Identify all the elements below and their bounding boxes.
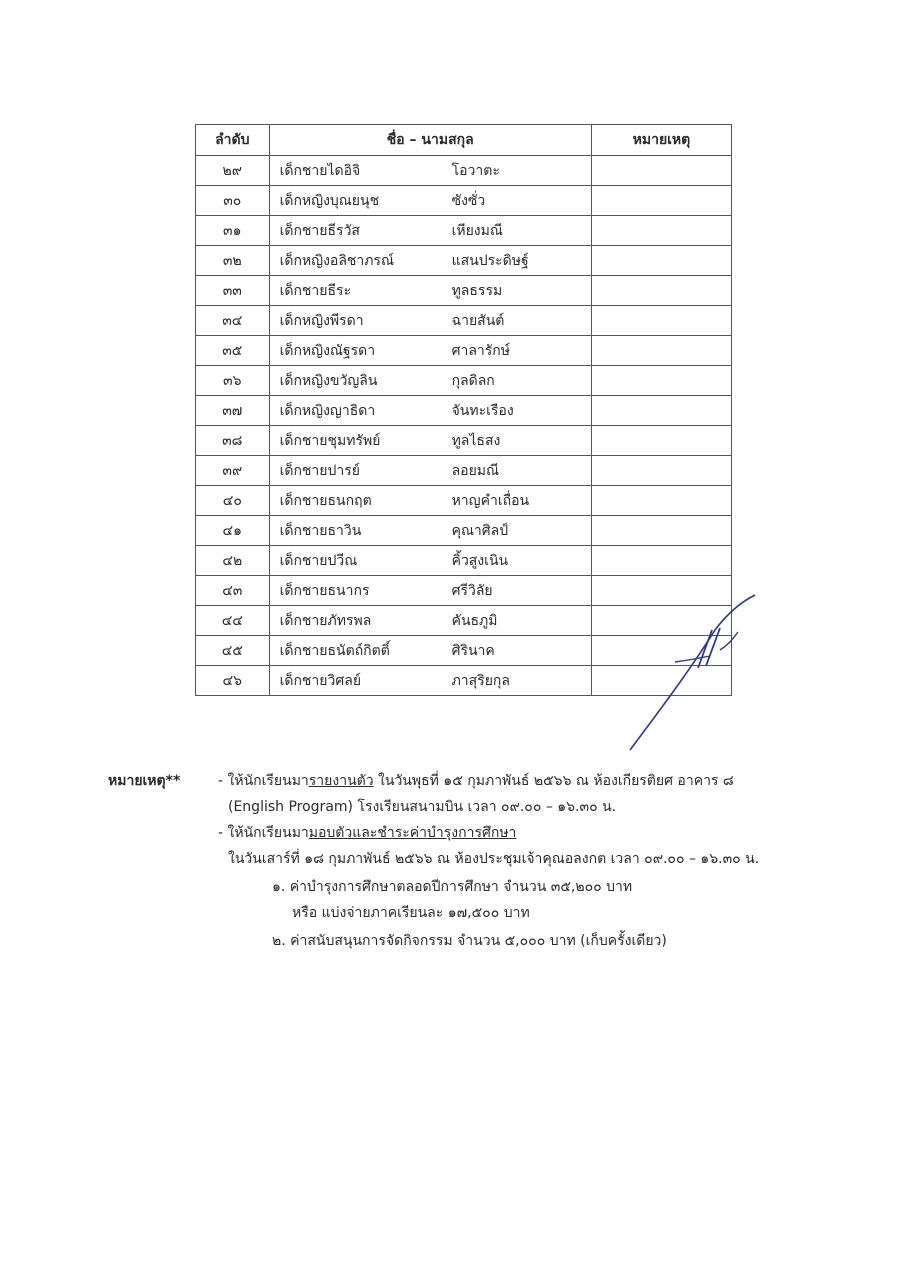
row-remarks bbox=[591, 366, 731, 396]
table-row bbox=[196, 486, 732, 516]
row-name-cell bbox=[269, 636, 591, 666]
row-number: ๓๖ bbox=[196, 366, 270, 396]
student-last-name: ซังซั่ว bbox=[451, 192, 486, 209]
row-name-cell bbox=[269, 666, 591, 696]
row-name-cell bbox=[269, 246, 591, 276]
row-number: ๓๗ bbox=[196, 396, 270, 426]
table-row bbox=[196, 186, 732, 216]
fee-item-1: ๑. ค่าบำรุงการศึกษาตลอดปีการศึกษา จำนวน ๓๕,๒๐๐ บาท bbox=[272, 879, 633, 895]
student-last-name: คุณาศิลป์ bbox=[451, 522, 509, 539]
student-first-name: เด็กหญิงญาธิดา bbox=[279, 402, 376, 419]
row-name-cell bbox=[269, 306, 591, 336]
row-name-cell bbox=[269, 216, 591, 246]
student-first-name: เด็กชายธาวิน bbox=[279, 522, 362, 539]
table-row bbox=[196, 366, 732, 396]
row-remarks bbox=[591, 456, 731, 486]
student-first-name: เด็กหญิงอลิชาภรณ์ bbox=[279, 252, 395, 269]
row-remarks bbox=[591, 186, 731, 216]
table-row bbox=[196, 546, 732, 576]
row-number: ๒๙ bbox=[196, 156, 270, 186]
row-name-cell bbox=[269, 336, 591, 366]
row-number: ๔๖ bbox=[196, 666, 270, 696]
row-remarks bbox=[591, 546, 731, 576]
header-number: ลำดับ bbox=[196, 125, 270, 156]
row-number: ๓๕ bbox=[196, 336, 270, 366]
row-remarks bbox=[591, 216, 731, 246]
note-2-line-1 bbox=[218, 820, 516, 846]
note-1-underlined: รายงานตัว bbox=[308, 773, 374, 789]
note-2-prefix: - ให้นักเรียนมา bbox=[218, 825, 309, 841]
student-last-name: ศาลารักษ์ bbox=[451, 342, 510, 359]
note-2-line-2: ในวันเสาร์ที่ ๑๘ กุมภาพันธ์ ๒๕๖๖ ณ ห้องประชุมเจ้าคุณอลงกต เวลา ๐๙.๐๐ – ๑๖.๓๐ น. bbox=[228, 851, 760, 867]
row-name-cell bbox=[269, 186, 591, 216]
row-number: ๔๔ bbox=[196, 606, 270, 636]
student-last-name: กุลดิลก bbox=[451, 372, 495, 389]
row-number: ๓๑ bbox=[196, 216, 270, 246]
row-remarks bbox=[591, 276, 731, 306]
row-name-cell bbox=[269, 456, 591, 486]
fee-item-2: ๒. ค่าสนับสนุนการจัดกิจกรรม จำนวน ๕,๐๐๐ บาท (เก็บครั้งเดียว) bbox=[272, 933, 667, 949]
row-remarks bbox=[591, 306, 731, 336]
student-last-name: คันธภูมิ bbox=[451, 612, 498, 629]
student-first-name: เด็กชายธนัตถ์กิตติ์ bbox=[279, 642, 390, 659]
row-remarks bbox=[591, 156, 731, 186]
student-last-name: ศิรินาค bbox=[451, 642, 495, 659]
row-name-cell bbox=[269, 576, 591, 606]
table-row bbox=[196, 216, 732, 246]
student-last-name: ลอยมณี bbox=[451, 462, 499, 479]
row-number: ๓๒ bbox=[196, 246, 270, 276]
student-last-name: ทูลไธสง bbox=[451, 432, 501, 449]
note-1-line-1 bbox=[218, 768, 734, 794]
student-first-name: เด็กชายชุมทรัพย์ bbox=[279, 432, 381, 449]
student-first-name: เด็กชายปารย์ bbox=[279, 462, 360, 479]
student-first-name: เด็กชายธนากร bbox=[279, 582, 370, 599]
table-row bbox=[196, 516, 732, 546]
student-first-name: เด็กหญิงขวัญลิน bbox=[279, 372, 378, 389]
row-number: ๓๔ bbox=[196, 306, 270, 336]
row-name-cell bbox=[269, 606, 591, 636]
row-number: ๔๒ bbox=[196, 546, 270, 576]
row-name-cell bbox=[269, 396, 591, 426]
note-2-underlined: มอบตัวและชำระค่าบำรุงการศึกษา bbox=[308, 825, 517, 841]
notes-heading: หมายเหตุ** bbox=[108, 773, 181, 789]
fee-item-1-alt: หรือ แบ่งจ่ายภาคเรียนละ ๑๗,๕๐๐ บาท bbox=[292, 905, 530, 921]
row-number: ๔๐ bbox=[196, 486, 270, 516]
student-last-name: หาญคำเถื่อน bbox=[451, 492, 530, 509]
row-name-cell bbox=[269, 426, 591, 456]
row-remarks bbox=[591, 246, 731, 276]
row-number: ๔๓ bbox=[196, 576, 270, 606]
student-last-name: เหียงมณี bbox=[451, 222, 503, 239]
row-name-cell bbox=[269, 366, 591, 396]
student-first-name: เด็กชายไดอิจิ bbox=[279, 162, 361, 179]
student-first-name: เด็กชายธนกฤต bbox=[279, 492, 372, 509]
student-last-name: จันทะเรือง bbox=[451, 402, 514, 419]
row-remarks bbox=[591, 336, 731, 366]
table-row bbox=[196, 156, 732, 186]
student-last-name: ภาสุริยกุล bbox=[451, 672, 510, 689]
row-number: ๓๐ bbox=[196, 186, 270, 216]
table-row bbox=[196, 306, 732, 336]
row-name-cell bbox=[269, 276, 591, 306]
student-last-name: ทูลธรรม bbox=[451, 282, 503, 299]
student-first-name: เด็กชายวิศลย์ bbox=[279, 672, 362, 689]
row-number: ๓๘ bbox=[196, 426, 270, 456]
table-row bbox=[196, 456, 732, 486]
table-row bbox=[196, 276, 732, 306]
row-name-cell bbox=[269, 546, 591, 576]
row-number: ๓๙ bbox=[196, 456, 270, 486]
table-header-row bbox=[196, 125, 732, 156]
student-first-name: เด็กหญิงบุณยนุช bbox=[279, 192, 380, 209]
header-remarks: หมายเหตุ bbox=[591, 125, 731, 156]
note-1-rest: ในวันพุธที่ ๑๕ กุมภาพันธ์ ๒๕๖๖ ณ ห้องเกียรติยศ อาคาร ๘ bbox=[373, 773, 734, 789]
header-name: ชื่อ – นามสกุล bbox=[269, 125, 591, 156]
student-last-name: ฉายสันต์ bbox=[451, 312, 505, 329]
row-remarks bbox=[591, 396, 731, 426]
row-remarks bbox=[591, 516, 731, 546]
student-first-name: เด็กชายปวีณ bbox=[279, 552, 358, 569]
row-name-cell bbox=[269, 516, 591, 546]
student-first-name: เด็กหญิงพีรดา bbox=[279, 312, 364, 329]
student-first-name: เด็กชายภัทรพล bbox=[279, 612, 372, 629]
note-1-prefix: - ให้นักเรียนมา bbox=[218, 773, 309, 789]
row-remarks bbox=[591, 426, 731, 456]
signature-icon bbox=[620, 590, 770, 760]
student-last-name: ศรีวิลัย bbox=[451, 582, 493, 599]
table-row bbox=[196, 426, 732, 456]
row-name-cell bbox=[269, 156, 591, 186]
row-number: ๔๑ bbox=[196, 516, 270, 546]
table-row bbox=[196, 246, 732, 276]
student-last-name: แสนประดิษฐ์ bbox=[451, 252, 529, 269]
table-row bbox=[196, 336, 732, 366]
row-number: ๓๓ bbox=[196, 276, 270, 306]
student-first-name: เด็กหญิงณัฐรดา bbox=[279, 342, 376, 359]
student-last-name: คิ้วสูงเนิน bbox=[451, 552, 509, 569]
student-last-name: โอวาตะ bbox=[451, 162, 500, 179]
student-first-name: เด็กชายธีรวัส bbox=[279, 222, 360, 239]
note-1-line-2: (English Program) โรงเรียนสนามบิน เวลา ๐๙.๐๐ – ๑๖.๓๐ น. bbox=[228, 799, 617, 815]
table-row bbox=[196, 396, 732, 426]
student-first-name: เด็กชายธีระ bbox=[279, 282, 352, 299]
row-number: ๔๕ bbox=[196, 636, 270, 666]
row-name-cell bbox=[269, 486, 591, 516]
row-remarks bbox=[591, 486, 731, 516]
